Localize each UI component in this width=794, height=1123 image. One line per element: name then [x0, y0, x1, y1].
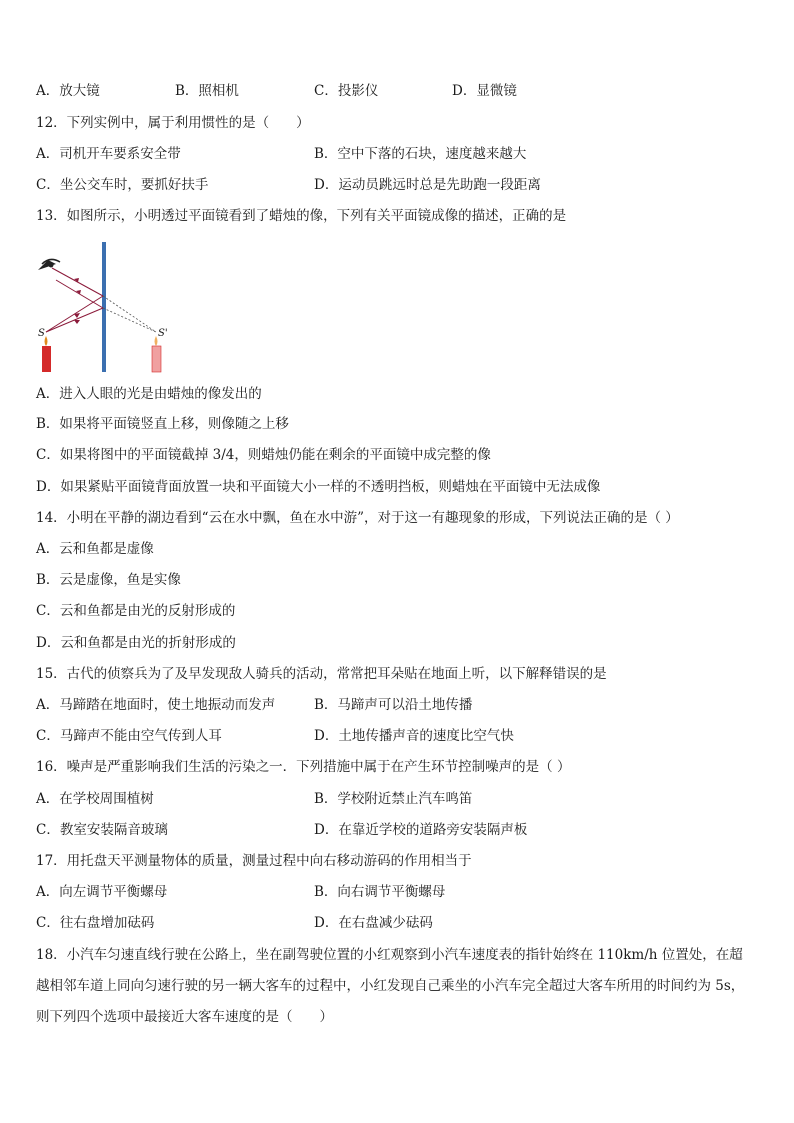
q16-option-a: A．在学校周围植树 — [36, 791, 154, 807]
plane-mirror — [102, 242, 106, 372]
q12-stem: 12．下列实例中，属于利用惯性的是（ ） — [36, 115, 310, 131]
q12-option-d: D．运动员跳远时总是先助跑一段距离 — [314, 177, 541, 193]
q16-stem: 16．噪声是严重影响我们生活的污染之一．下列措施中属于在产生环节控制噪声的是（ ） — [36, 759, 571, 775]
q12-option-b: B．空中下落的石块，速度越来越大 — [314, 146, 527, 162]
reflected-rays — [52, 268, 103, 308]
q11-option-d: D．显微镜 — [452, 83, 517, 99]
q14-option-c: C．云和鱼都是由光的反射形成的 — [36, 603, 236, 619]
plane-mirror-figure — [34, 238, 180, 374]
q18-stem-line-3: 则下列四个选项中最接近大客车速度的是（ ） — [36, 1009, 333, 1025]
q14-option-b: B．云是虚像，鱼是实像 — [36, 572, 181, 588]
q13-stem: 13．如图所示，小明透过平面镜看到了蜡烛的像，下列有关平面镜成像的描述，正确的是 — [36, 208, 567, 224]
q14-option-a: A．云和鱼都是虚像 — [36, 541, 154, 557]
q13-option-a: A．进入人眼的光是由蜡烛的像发出的 — [36, 386, 262, 402]
eye-icon — [38, 259, 60, 270]
label-image-s-prime: S' — [158, 328, 168, 339]
q11-option-a: A．放大镜 — [36, 83, 100, 99]
candle-image — [152, 336, 161, 372]
q16-option-d: D．在靠近学校的道路旁安装隔声板 — [314, 822, 528, 838]
q12-option-c: C．坐公交车时，要抓好扶手 — [36, 177, 209, 193]
q17-option-a: A．向左调节平衡螺母 — [36, 884, 168, 900]
q13-option-b: B．如果将平面镜竖直上移，则像随之上移 — [36, 416, 289, 432]
candle-object — [42, 336, 51, 372]
q17-stem: 17．用托盘天平测量物体的质量，测量过程中向右移动游码的作用相当于 — [36, 853, 472, 869]
q17-option-c: C．往右盘增加砝码 — [36, 915, 155, 931]
q16-option-c: C．教室安装隔音玻璃 — [36, 822, 168, 838]
q13-option-d: D．如果紧贴平面镜背面放置一块和平面镜大小一样的不透明挡板，则蜡烛在平面镜中无法成像 — [36, 479, 601, 495]
q15-option-a: A．马蹄踏在地面时，使土地振动而发声 — [36, 697, 276, 713]
q18-stem-line-1: 18．小汽车匀速直线行驶在公路上，坐在副驾驶位置的小红观察到小汽车速度表的指针始终在 110km/h 位置处，在超 — [36, 947, 743, 963]
q12-option-a: A．司机开车要系安全带 — [36, 146, 181, 162]
virtual-ray-extensions — [103, 296, 156, 332]
q18-stem-line-2: 越相邻车道上同向匀速行驶的另一辆大客车的过程中，小红发现自己乘坐的小汽车完全超过大客车所用的时间约为 5s， — [36, 978, 745, 994]
q14-stem: 14．小明在平静的湖边看到“云在水中飘，鱼在水中游”，对于这一有趣现象的形成，下列说法正确的是（ ） — [36, 510, 679, 526]
plane-mirror-diagram — [34, 238, 180, 374]
q15-option-c: C．马蹄声不能由空气传到人耳 — [36, 728, 222, 744]
q11-option-b: B．照相机 — [175, 83, 239, 99]
q16-option-b: B．学校附近禁止汽车鸣笛 — [314, 791, 473, 807]
label-object-s: S — [38, 328, 45, 339]
q15-option-d: D．土地传播声音的速度比空气快 — [314, 728, 514, 744]
q13-option-c: C．如果将图中的平面镜截掉 3/4，则蜡烛仍能在剩余的平面镜中成完整的像 — [36, 447, 491, 463]
q15-stem: 15．古代的侦察兵为了及早发现敌人骑兵的活动，常常把耳朵贴在地面上听，以下解释错误的是 — [36, 666, 607, 682]
ray-arrowheads — [74, 278, 81, 324]
q17-option-b: B．向右调节平衡螺母 — [314, 884, 446, 900]
q14-option-d: D．云和鱼都是由光的折射形成的 — [36, 635, 236, 651]
q11-option-c: C．投影仪 — [314, 83, 379, 99]
q17-option-d: D．在右盘减少砝码 — [314, 915, 433, 931]
q15-option-b: B．马蹄声可以沿土地传播 — [314, 697, 473, 713]
